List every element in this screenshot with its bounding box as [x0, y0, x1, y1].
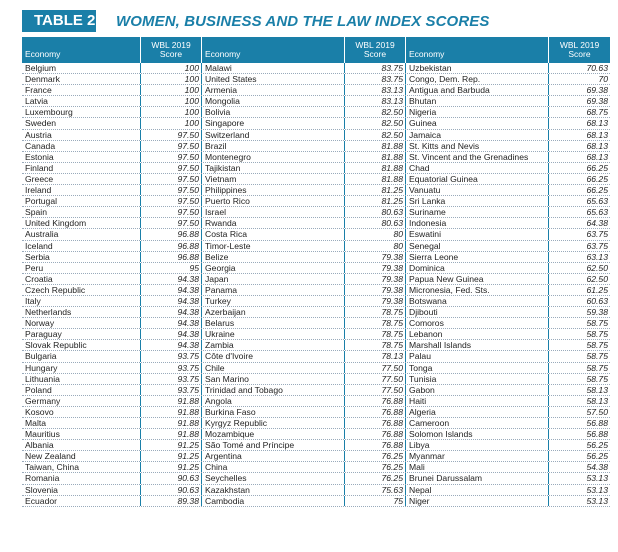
- score-cell: 60.63: [548, 296, 610, 306]
- score-cell: 65.63: [548, 196, 610, 206]
- economy-cell: Sri Lanka: [409, 196, 446, 207]
- economy-cell: Tunisia: [409, 373, 437, 384]
- header-score-line1: WBL 2019: [355, 40, 395, 50]
- header-score-1: [140, 37, 202, 63]
- economy-cell: Spain: [25, 207, 47, 218]
- economy-cell: São Tomé and Príncipe: [205, 440, 295, 451]
- score-cell: 96.88: [140, 229, 202, 239]
- score-cell: 97.50: [140, 185, 202, 195]
- score-cell: 53.13: [548, 485, 610, 495]
- economy-cell: Indonesia: [409, 218, 447, 229]
- score-cell: 64.38: [548, 218, 610, 228]
- score-cell: 65.63: [548, 207, 610, 217]
- header-score-line2: Score: [159, 49, 183, 59]
- economy-cell: Nigeria: [409, 107, 437, 118]
- score-cell: 94.38: [140, 274, 202, 284]
- score-cell: 63.13: [548, 252, 610, 262]
- score-cell: 91.88: [140, 396, 202, 406]
- score-cell: 89.38: [140, 496, 202, 506]
- economy-cell: Djibouti: [409, 307, 438, 318]
- economy-cell: Mozambique: [205, 429, 255, 440]
- economy-cell: Latvia: [25, 96, 48, 107]
- table-row: [22, 141, 610, 152]
- economy-cell: Chile: [205, 362, 225, 373]
- header-score-line2: Score: [568, 49, 591, 59]
- table-row: [22, 229, 610, 240]
- economy-cell: Mali: [409, 462, 425, 473]
- economy-cell: Mongolia: [205, 96, 240, 107]
- score-cell: 94.38: [140, 318, 202, 328]
- score-cell: 94.38: [140, 307, 202, 317]
- score-cell: 78.75: [344, 329, 406, 339]
- score-cell: 79.38: [344, 263, 406, 273]
- score-cell: 80: [344, 229, 406, 239]
- score-cell: 97.50: [140, 141, 202, 151]
- economy-cell: Costa Rica: [205, 229, 248, 240]
- score-cell: 91.25: [140, 462, 202, 472]
- economy-cell: Montenegro: [205, 151, 251, 162]
- economy-cell: Armenia: [205, 85, 237, 96]
- table-row: [22, 274, 610, 285]
- economy-cell: Peru: [25, 262, 44, 273]
- score-cell: 97.50: [140, 196, 202, 206]
- score-cell: 91.25: [140, 451, 202, 461]
- table-row: [22, 163, 610, 174]
- economy-cell: Trinidad and Tobago: [205, 384, 283, 395]
- score-cell: 93.75: [140, 351, 202, 361]
- economy-cell: Rwanda: [205, 218, 237, 229]
- economy-cell: Switzerland: [205, 129, 250, 140]
- score-cell: 54.38: [548, 462, 610, 472]
- score-cell: 90.63: [140, 473, 202, 483]
- economy-cell: Seychelles: [205, 473, 247, 484]
- score-cell: 81.88: [344, 163, 406, 173]
- score-cell: 69.38: [548, 85, 610, 95]
- score-cell: 66.25: [548, 174, 610, 184]
- economy-cell: Mauritius: [25, 429, 60, 440]
- table-row: [22, 351, 610, 362]
- score-cell: 93.75: [140, 374, 202, 384]
- economy-cell: Georgia: [205, 262, 236, 273]
- economy-cell: Haiti: [409, 395, 427, 406]
- economy-cell: Austria: [25, 129, 52, 140]
- score-cell: 53.13: [548, 496, 610, 506]
- table-row: [22, 473, 610, 484]
- economy-cell: Portugal: [25, 196, 58, 207]
- table-row: [22, 307, 610, 318]
- economy-cell: Malawi: [205, 63, 232, 73]
- economy-cell: Lithuania: [25, 373, 60, 384]
- score-cell: 69.38: [548, 96, 610, 106]
- economy-cell: Singapore: [205, 118, 245, 129]
- economy-cell: Niger: [409, 495, 430, 506]
- score-cell: 82.50: [344, 107, 406, 117]
- score-cell: 58.13: [548, 385, 610, 395]
- score-cell: 62.50: [548, 263, 610, 273]
- score-cell: 80: [344, 241, 406, 251]
- score-cell: 56.88: [548, 429, 610, 439]
- economy-cell: Luxembourg: [25, 107, 73, 118]
- economy-cell: Sweden: [25, 118, 57, 129]
- economy-cell: Comoros: [409, 318, 444, 329]
- score-cell: 96.88: [140, 252, 202, 262]
- table-row: [22, 152, 610, 163]
- economy-cell: Micronesia, Fed. Sts.: [409, 284, 490, 295]
- score-cell: 97.50: [140, 163, 202, 173]
- score-cell: 56.25: [548, 440, 610, 450]
- economy-cell: Slovak Republic: [25, 340, 87, 351]
- economy-cell: Denmark: [25, 74, 60, 85]
- score-cell: 66.25: [548, 185, 610, 195]
- economy-cell: Algeria: [409, 406, 436, 417]
- economy-cell: Belgium: [25, 63, 57, 73]
- economy-cell: Germany: [25, 395, 61, 406]
- score-cell: 93.75: [140, 385, 202, 395]
- header-score-line1: WBL 2019: [559, 40, 600, 50]
- economy-cell: Timor-Leste: [205, 240, 251, 251]
- score-cell: 58.13: [548, 396, 610, 406]
- table-row: [22, 318, 610, 329]
- economy-cell: Brazil: [205, 140, 227, 151]
- score-cell: 66.25: [548, 163, 610, 173]
- economy-cell: Burkina Faso: [205, 406, 256, 417]
- score-cell: 70.63: [548, 63, 610, 73]
- economy-cell: Kazakhstan: [205, 484, 250, 495]
- economy-cell: Italy: [25, 295, 41, 306]
- economy-cell: Japan: [205, 273, 229, 284]
- table-row: [22, 263, 610, 274]
- score-cell: 76.88: [344, 418, 406, 428]
- score-cell: 78.75: [344, 318, 406, 328]
- economy-cell: Bhutan: [409, 96, 437, 107]
- economy-cell: Tajikistan: [205, 162, 241, 173]
- table-header: [22, 37, 610, 63]
- economy-cell: Panama: [205, 284, 238, 295]
- economy-cell: Marshall Islands: [409, 340, 472, 351]
- economy-cell: Netherlands: [25, 307, 72, 318]
- economy-cell: Australia: [25, 229, 59, 240]
- score-cell: 75: [344, 496, 406, 506]
- score-cell: 76.25: [344, 473, 406, 483]
- score-cell: 56.25: [548, 451, 610, 461]
- score-cell: 83.13: [344, 85, 406, 95]
- economy-cell: Myanmar: [409, 451, 445, 462]
- score-cell: 91.88: [140, 407, 202, 417]
- economy-cell: Norway: [25, 318, 55, 329]
- economy-cell: Jamaica: [409, 129, 441, 140]
- score-cell: 61.25: [548, 285, 610, 295]
- economy-cell: Bulgaria: [25, 351, 57, 362]
- economy-cell: Brunei Darussalam: [409, 473, 483, 484]
- score-cell: 91.25: [140, 440, 202, 450]
- score-cell: 81.88: [344, 141, 406, 151]
- economy-cell: Suriname: [409, 207, 446, 218]
- economy-cell: San Marino: [205, 373, 249, 384]
- economy-cell: Equatorial Guinea: [409, 173, 478, 184]
- economy-cell: Côte d'Ivoire: [205, 351, 253, 362]
- table-row: [22, 174, 610, 185]
- score-cell: 100: [140, 107, 202, 117]
- score-cell: 76.88: [344, 396, 406, 406]
- economy-cell: United States: [205, 74, 257, 85]
- score-cell: 81.25: [344, 185, 406, 195]
- economy-cell: Ecuador: [25, 495, 58, 506]
- economy-cell: Tonga: [409, 362, 433, 373]
- score-cell: 76.88: [344, 440, 406, 450]
- economy-cell: Albania: [25, 440, 54, 451]
- score-cell: 97.50: [140, 130, 202, 140]
- table-row: [22, 485, 610, 496]
- economy-cell: Slovenia: [25, 484, 58, 495]
- economy-cell: Kosovo: [25, 406, 54, 417]
- table-row: [22, 107, 610, 118]
- score-cell: 100: [140, 85, 202, 95]
- economy-cell: Bolivia: [205, 107, 231, 118]
- table-row: [22, 196, 610, 207]
- header-economy-3: Economy: [409, 49, 445, 59]
- table-title: [22, 9, 489, 33]
- economy-cell: Czech Republic: [25, 284, 86, 295]
- score-cell: 79.38: [344, 252, 406, 262]
- economy-cell: Gabon: [409, 384, 435, 395]
- score-cell: 94.38: [140, 296, 202, 306]
- economy-cell: Estonia: [25, 151, 54, 162]
- score-cell: 97.50: [140, 218, 202, 228]
- economy-cell: Antigua and Barbuda: [409, 85, 490, 96]
- economy-cell: Cambodia: [205, 495, 245, 506]
- score-cell: 75.63: [344, 485, 406, 495]
- economy-cell: Greece: [25, 173, 54, 184]
- economy-cell: France: [25, 85, 52, 96]
- economy-cell: Kyrgyz Republic: [205, 418, 268, 428]
- score-cell: 83.75: [344, 63, 406, 73]
- table-row: [22, 252, 610, 263]
- score-cell: 58.75: [548, 351, 610, 361]
- score-cell: 91.88: [140, 429, 202, 439]
- header-score-line1: WBL 2019: [151, 40, 191, 50]
- economy-cell: Israel: [205, 207, 227, 218]
- table-row: [22, 340, 610, 351]
- economy-cell: Guinea: [409, 118, 437, 129]
- table-row: [22, 496, 610, 507]
- table-row: [22, 207, 610, 218]
- economy-cell: Dominica: [409, 262, 445, 273]
- economy-cell: Palau: [409, 351, 431, 362]
- economy-cell: Romania: [25, 473, 60, 484]
- header-economy-1: Economy: [25, 49, 61, 59]
- economy-cell: Ireland: [25, 185, 52, 196]
- economy-cell: Congo, Dem. Rep.: [409, 74, 481, 85]
- score-cell: 82.50: [344, 118, 406, 128]
- economy-cell: China: [205, 462, 228, 473]
- table-row: [22, 74, 610, 85]
- economy-cell: Iceland: [25, 240, 53, 251]
- score-cell: 58.75: [548, 340, 610, 350]
- score-cell: 68.75: [548, 107, 610, 117]
- table-row: [22, 429, 610, 440]
- score-cell: 100: [140, 96, 202, 106]
- score-cell: 82.50: [344, 130, 406, 140]
- score-cell: 58.75: [548, 318, 610, 328]
- table-row: [22, 96, 610, 107]
- economy-cell: Ukraine: [205, 329, 235, 340]
- score-cell: 78.13: [344, 351, 406, 361]
- table-row: [22, 363, 610, 374]
- table-row: [22, 385, 610, 396]
- economy-cell: St. Kitts and Nevis: [409, 140, 480, 151]
- economy-cell: Argentina: [205, 451, 242, 462]
- economy-cell: Turkey: [205, 295, 231, 306]
- table-row: [22, 185, 610, 196]
- table-title-text: WOMEN, BUSINESS AND THE LAW INDEX SCORES: [116, 12, 490, 30]
- economy-cell: Sierra Leone: [409, 251, 459, 262]
- economy-cell: Belize: [205, 251, 229, 262]
- economy-cell: Taiwan, China: [25, 462, 79, 473]
- score-cell: 97.50: [140, 207, 202, 217]
- economy-cell: Eswatini: [409, 229, 441, 240]
- score-cell: 62.50: [548, 274, 610, 284]
- score-cell: 58.75: [548, 329, 610, 339]
- table-row: [22, 130, 610, 141]
- score-cell: 68.13: [548, 118, 610, 128]
- score-cell: 68.13: [548, 141, 610, 151]
- score-cell: 81.88: [344, 174, 406, 184]
- table-body: [22, 63, 610, 507]
- score-cell: 78.75: [344, 307, 406, 317]
- table-row: [22, 118, 610, 129]
- economy-cell: Croatia: [25, 273, 53, 284]
- table-row: [22, 85, 610, 96]
- score-cell: 76.25: [344, 451, 406, 461]
- score-cell: 57.50: [548, 407, 610, 417]
- score-cell: 70: [548, 74, 610, 84]
- economy-cell: United Kingdom: [25, 218, 87, 229]
- economy-cell: Canada: [25, 140, 56, 151]
- header-score-3: [548, 37, 610, 63]
- table-row: [22, 462, 610, 473]
- table-row: [22, 218, 610, 229]
- economy-cell: Papua New Guinea: [409, 273, 484, 284]
- score-cell: 81.25: [344, 196, 406, 206]
- economy-cell: Senegal: [409, 240, 441, 251]
- economy-cell: Vanuatu: [409, 185, 441, 196]
- score-cell: 94.38: [140, 285, 202, 295]
- economy-cell: Hungary: [25, 362, 58, 373]
- score-cell: 91.88: [140, 418, 202, 428]
- score-cell: 76.25: [344, 462, 406, 472]
- economy-cell: St. Vincent and the Grenadines: [409, 151, 529, 162]
- score-cell: 79.38: [344, 285, 406, 295]
- score-cell: 93.75: [140, 363, 202, 373]
- header-score-2: [344, 37, 406, 63]
- score-cell: 90.63: [140, 485, 202, 495]
- score-cell: 83.13: [344, 96, 406, 106]
- score-cell: 95: [140, 263, 202, 273]
- score-cell: 68.13: [548, 152, 610, 162]
- score-cell: 76.88: [344, 429, 406, 439]
- score-cell: 100: [140, 118, 202, 128]
- score-cell: 77.50: [344, 363, 406, 373]
- economy-cell: Finland: [25, 162, 54, 173]
- score-cell: 81.88: [344, 152, 406, 162]
- economy-cell: Botswana: [409, 295, 447, 306]
- economy-cell: Libya: [409, 440, 430, 451]
- economy-cell: Vietnam: [205, 173, 237, 184]
- economy-cell: Puerto Rico: [205, 196, 250, 207]
- score-cell: 56.88: [548, 418, 610, 428]
- economy-cell: New Zealand: [25, 451, 76, 462]
- economy-cell: Angola: [205, 395, 232, 406]
- score-cell: 97.50: [140, 152, 202, 162]
- table-row: [22, 418, 610, 429]
- economy-cell: Malta: [25, 418, 47, 428]
- score-cell: 79.38: [344, 296, 406, 306]
- scores-table: [22, 37, 610, 507]
- table-row: [22, 440, 610, 451]
- economy-cell: Philippines: [205, 185, 247, 196]
- score-cell: 53.13: [548, 473, 610, 483]
- score-cell: 100: [140, 74, 202, 84]
- header-economy-2: Economy: [205, 49, 241, 59]
- score-cell: 79.38: [344, 274, 406, 284]
- score-cell: 63.75: [548, 229, 610, 239]
- table-row: [22, 407, 610, 418]
- table-row: [22, 63, 610, 74]
- score-cell: 83.75: [344, 74, 406, 84]
- economy-cell: Chad: [409, 162, 430, 173]
- score-cell: 80.63: [344, 218, 406, 228]
- score-cell: 94.38: [140, 340, 202, 350]
- table-row: [22, 285, 610, 296]
- table-row: [22, 396, 610, 407]
- table-row: [22, 241, 610, 252]
- table-row: [22, 374, 610, 385]
- score-cell: 96.88: [140, 241, 202, 251]
- economy-cell: Paraguay: [25, 329, 62, 340]
- table-row: [22, 451, 610, 462]
- score-cell: 100: [140, 63, 202, 73]
- economy-cell: Azerbaijan: [205, 307, 246, 318]
- table-row: [22, 329, 610, 340]
- header-score-line2: Score: [363, 49, 387, 59]
- score-cell: 68.13: [548, 130, 610, 140]
- economy-cell: Poland: [25, 384, 52, 395]
- score-cell: 76.88: [344, 407, 406, 417]
- score-cell: 58.75: [548, 363, 610, 373]
- score-cell: 58.75: [548, 374, 610, 384]
- economy-cell: Lebanon: [409, 329, 443, 340]
- economy-cell: Zambia: [205, 340, 234, 351]
- economy-cell: Solomon Islands: [409, 429, 473, 440]
- score-cell: 94.38: [140, 329, 202, 339]
- economy-cell: Belarus: [205, 318, 235, 329]
- score-cell: 78.75: [344, 340, 406, 350]
- economy-cell: Serbia: [25, 251, 50, 262]
- economy-cell: Cameroon: [409, 418, 450, 428]
- score-cell: 63.75: [548, 241, 610, 251]
- economy-cell: Uzbekistan: [409, 63, 452, 73]
- score-cell: 77.50: [344, 385, 406, 395]
- score-cell: 97.50: [140, 174, 202, 184]
- table-number-label: TABLE 2: [22, 10, 96, 32]
- table-row: [22, 296, 610, 307]
- economy-cell: Nepal: [409, 484, 432, 495]
- score-cell: 80.63: [344, 207, 406, 217]
- score-cell: 77.50: [344, 374, 406, 384]
- score-cell: 59.38: [548, 307, 610, 317]
